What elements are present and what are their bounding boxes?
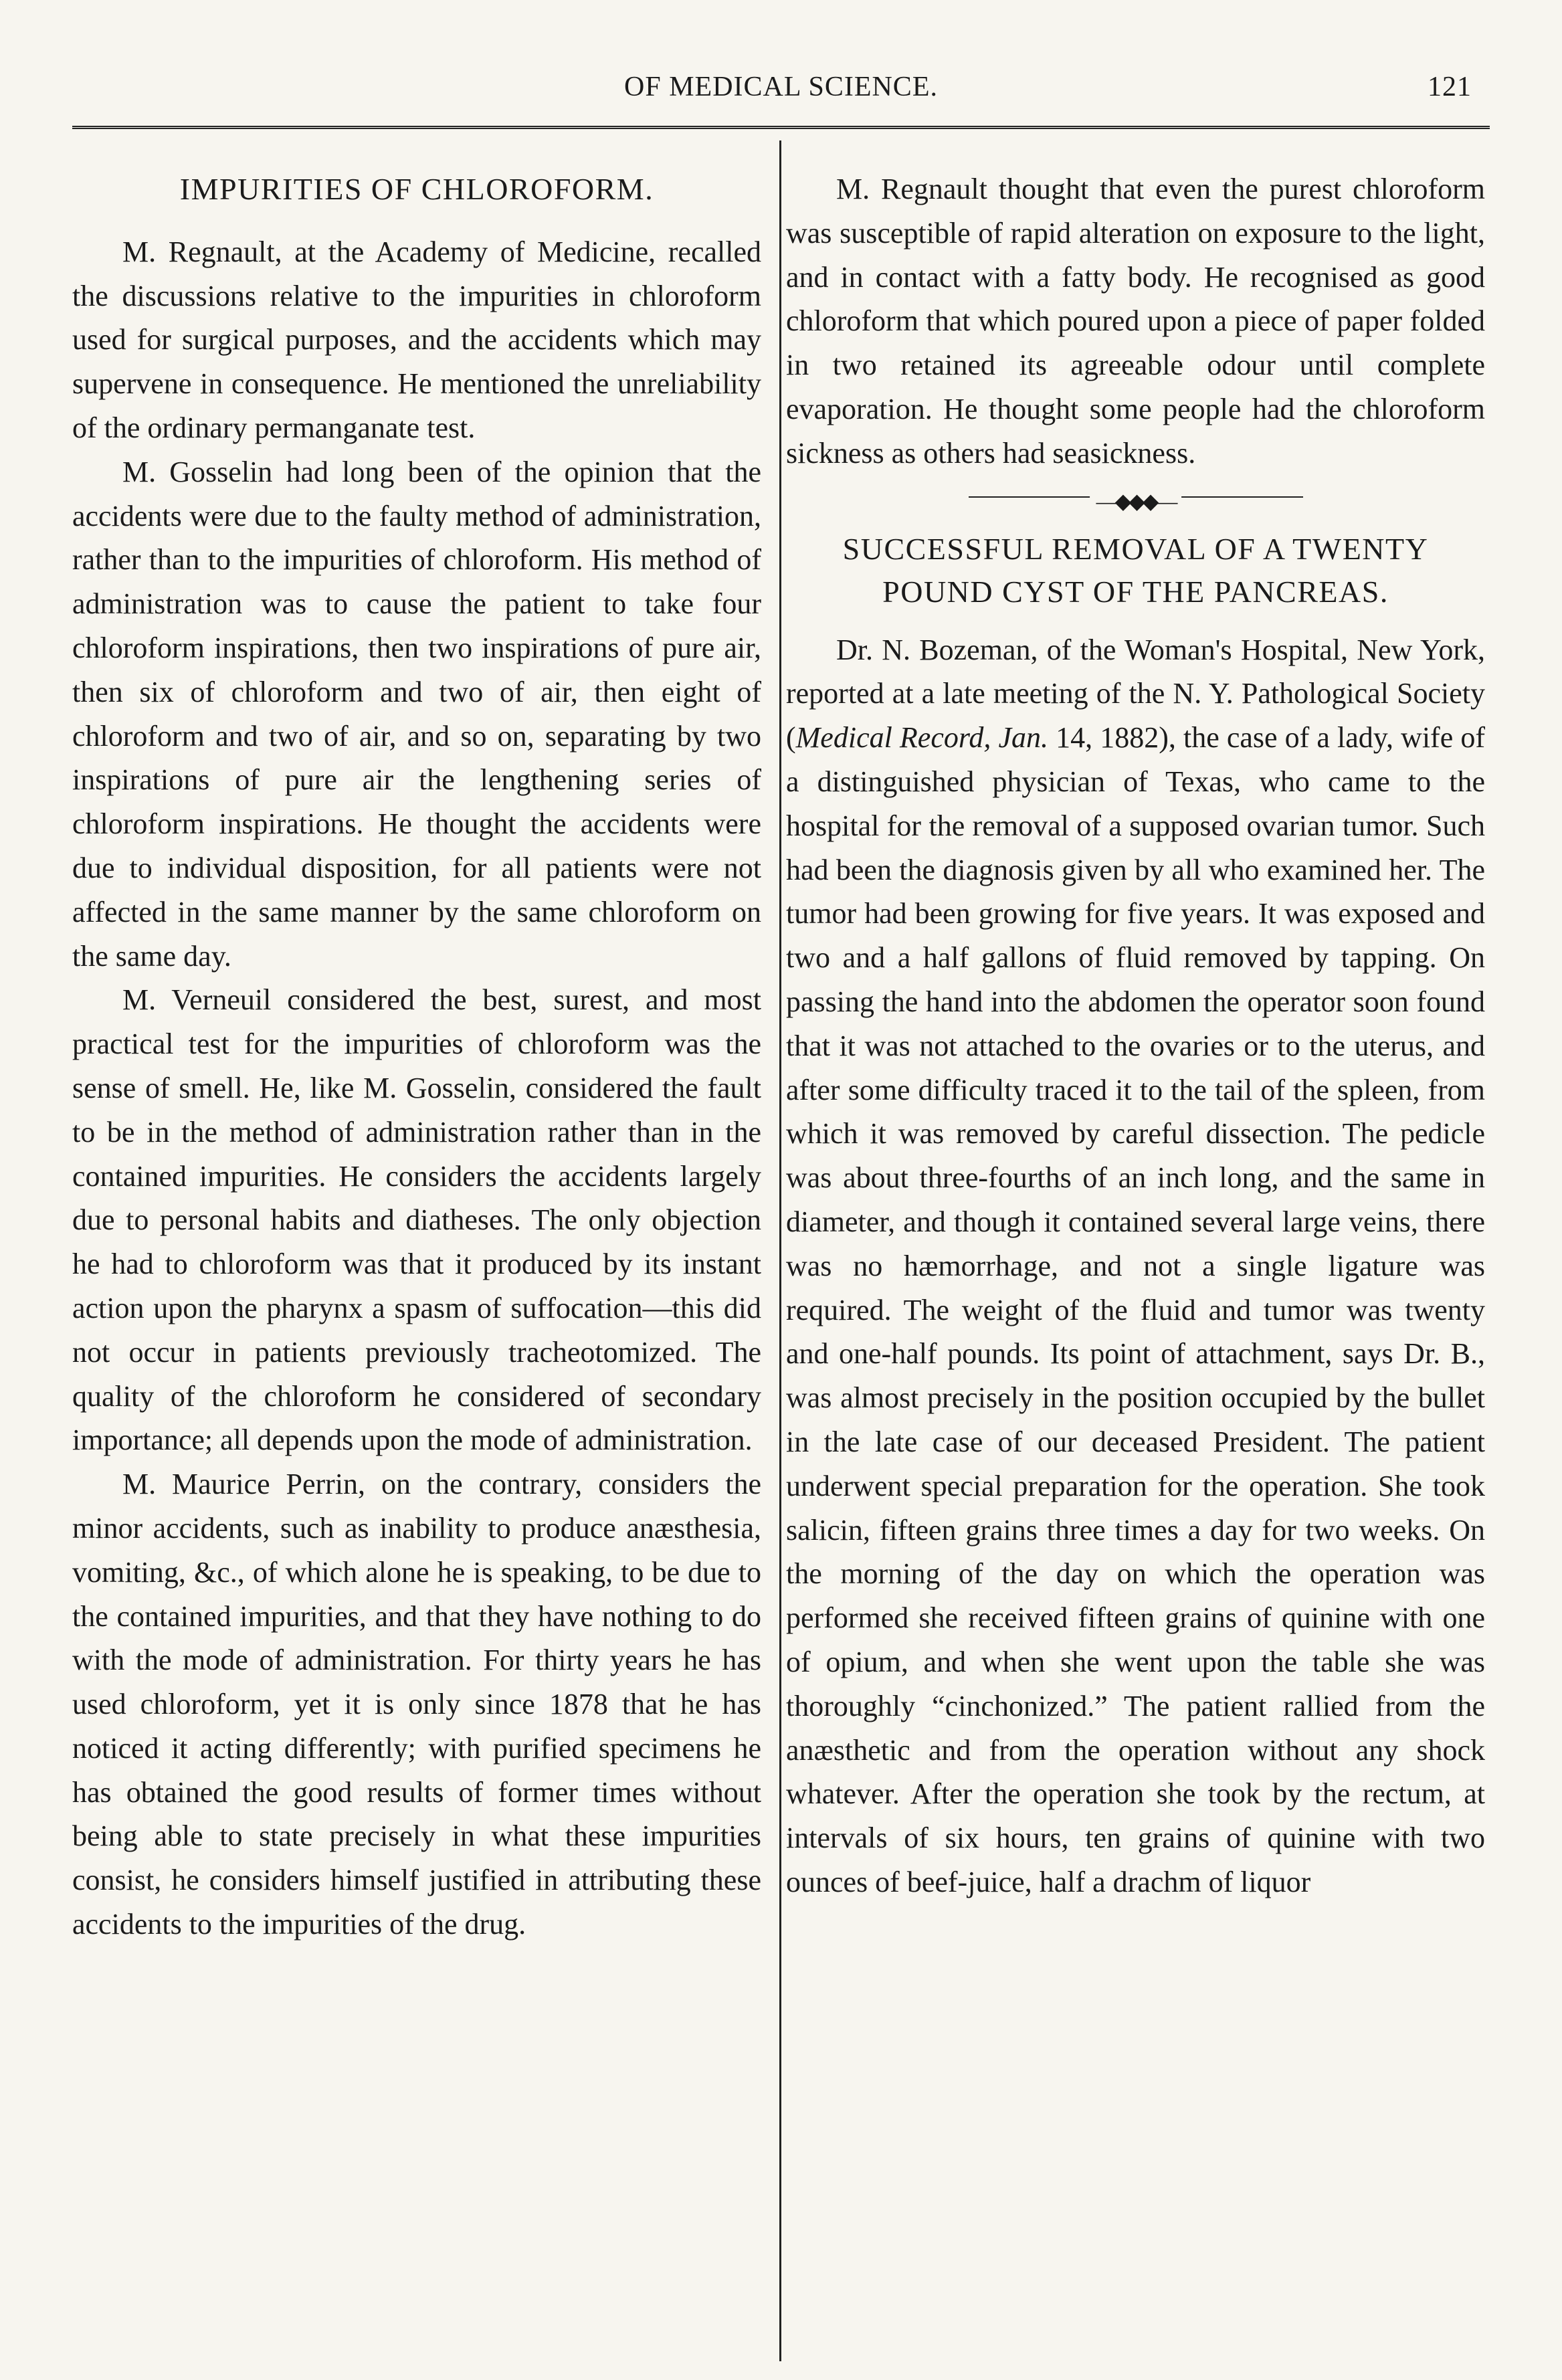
running-title: OF MEDICAL SCIENCE. xyxy=(624,72,938,102)
section-ornament xyxy=(969,488,1303,513)
page-number: 121 xyxy=(1428,72,1472,102)
case-text-continued: 14, 1882), the case of a lady, wife of a distinguished physician of Texas, who came to the hospital for the removal of a supposed ovarian tumor. Such had been the diagnosis given by all who examined her. The tumor had been growing for five years. It was exposed and two and a half gallons of fluid removed by tapping. On passing the hand into the abdomen the operator soon found that it was not attached to the ovaries or to the uterus, and after some difficulty traced it to the tail of the spleen, from which it was removed by careful dissection. The pedicle was about three-fourths of an inch long, and the same in diameter, and though it contained several large veins, there was no hæmorrhage, and not a single ligature was required. The weight of the fluid and tumor was twenty and one-half pounds. Its point of attachment, says Dr. B., was almost precisely in the position occupied by the bullet in the late case of our deceased President. The patient underwent special preparation for the operation. She took salicin, fifteen grains three times a day for two weeks. On the morning of the day on which the operation was performed she received fifteen grains of quinine with one of opium, and when she went upon the table she was thoroughly “cinchonized.” The patient rallied from the anæsthetic and from the operation without any shock whatever. After the operation she took by the rectum, at intervals of six hours, ten grains of quinine with two ounces of beef-juice, half a drachm of liquor xyxy=(786,721,1486,1898)
header-rule xyxy=(72,126,1490,134)
case-text-start: Dr. N. Bozeman, of the Woman's Hospital, New York, reported at a late meeting of the N. Y. Pathological Society ( xyxy=(786,633,1485,755)
article-title-chloroform: IMPURITIES OF CHLOROFORM. xyxy=(179,172,654,206)
left-column xyxy=(72,167,761,1947)
paragraph-gosselin: M. Gosselin had long been of the opinion that the accidents were due to the faulty method of administration, rather than to the impurities of chloroform. His method of administration was to cause the patient to take four chloroform inspirations, then two inspirations of pure air, then six of chloroform and two of air, then eight of chloroform and two of air, and so on, separating by two inspirations of pure air the lengthening series of chloroform inspirations. He thought the accidents were due to individual disposition, for all patients were not affected in the same manner by the same chloroform on the same day. xyxy=(72,455,761,973)
citation-medical-record: Medical Record, Jan. xyxy=(795,721,1048,755)
paragraph-regnault-continued: M. Regnault thought that even the purest chloroform was susceptible of rapid alteration on exposure to the light, and in contact with a fatty body. He recognised as good chloroform that which poured upon a piece of paper folded in two retained its agreeable odour until complete evaporation. He thought some people had the chloroform sickness as others had seasickness. xyxy=(786,173,1485,470)
paragraph-verneuil: M. Verneuil considered the best, surest, and most practical test for the impurities of chloroform was the sense of smell. He, like M. Gosselin, considered the fault to be in the method of administration rather than in the contained impurities. He considers the accidents largely due to personal habits and diatheses. The only objection he had to chloroform was that it produced by its instant action upon the pharynx a spasm of suffocation—this did not occur in patients previously tracheotomized. The quality of the chloroform he considered of secondary importance; all depends upon the mode of administration. xyxy=(72,983,761,1457)
paragraph-regnault: M. Regnault, at the Academy of Medicine, recalled the discussions relative to the impurities in chloroform used for surgical purposes, and the accidents which may supervene in consequence. He mentioned the unreliability of the ordinary permanganate test. xyxy=(72,235,761,444)
ornament-glyph: —◆◆◆— xyxy=(1090,480,1182,524)
column-divider xyxy=(779,140,781,2361)
running-head xyxy=(0,64,1562,118)
paragraph-bozeman-case xyxy=(786,628,1485,1904)
right-column xyxy=(786,167,1485,1904)
paragraph-perrin: M. Maurice Perrin, on the contrary, considers the minor accidents, such as inability to produce anæsthesia, vomiting, &c., of which alone he is speaking, to be due to the contained impurities, and that they have nothing to do with the mode of administration. For thirty years he has used chloroform, yet it is only since 1878 that he has noticed it acting differently; with purified specimens he has obtained the good results of former times without being able to state precisely in what these impurities consist, he considers himself justified in attributing these accidents to the impurities of the drug. xyxy=(72,1468,761,1941)
article-title-pancreas-cyst: SUCCESSFUL REMOVAL OF A TWENTY POUND CYST OF THE PANCREAS. xyxy=(842,531,1429,609)
